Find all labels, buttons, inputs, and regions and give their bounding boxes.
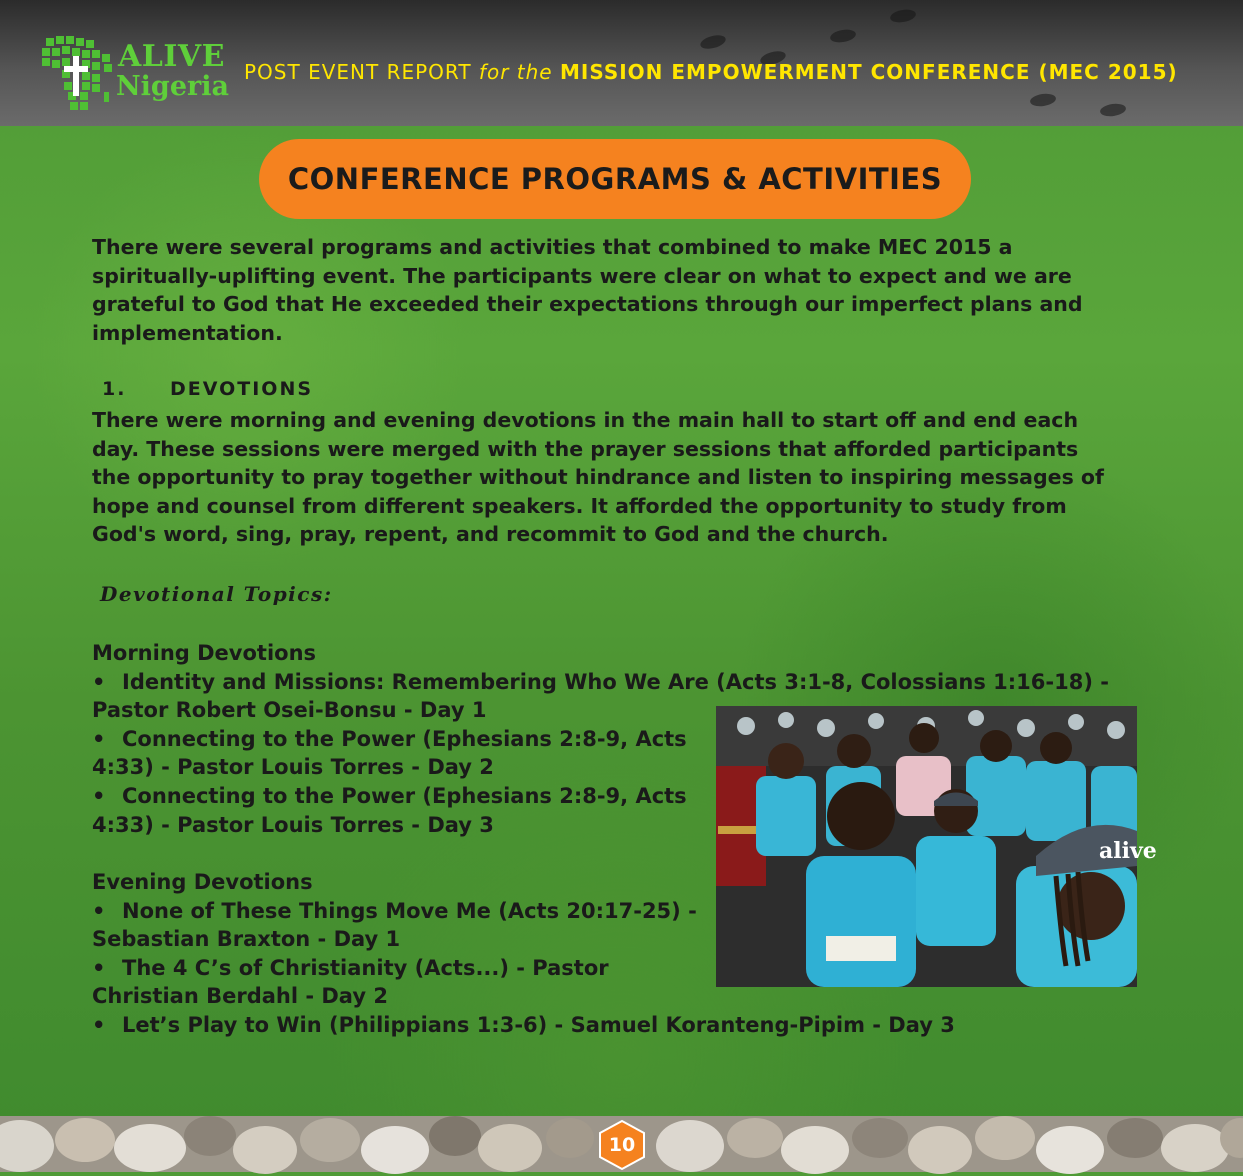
logo-nigeria-text: Nigeria <box>116 71 229 102</box>
devotions-line: God's word, sing, pray, repent, and recommit to God and the church. <box>92 522 889 547</box>
section-heading-devotions <box>92 378 313 400</box>
list-item-text: The 4 C’s of Christianity (Acts...) - Pastor <box>122 955 609 980</box>
footprint-decoration <box>1099 102 1126 118</box>
intro-line: grateful to God that He exceeded their expectations through our imperfect plans and <box>92 292 1083 317</box>
photo-illustration <box>716 706 1157 987</box>
list-item <box>92 1011 955 1040</box>
bullet-icon: • <box>92 898 106 923</box>
footprint-decoration <box>829 28 857 44</box>
section-banner <box>259 139 971 219</box>
bullet-icon: • <box>92 955 106 980</box>
page-number-badge <box>596 1119 648 1171</box>
logo-alive-text: ALIVE <box>118 39 226 74</box>
morning-devotions-heading: Morning Devotions <box>92 641 317 665</box>
photo-cap-text: alive <box>1099 838 1157 864</box>
devotions-line: hope and counsel from different speakers. It afforded the opportunity to study from <box>92 493 1067 518</box>
list-item-text: 4:33) - Pastor Louis Torres - Day 2 <box>92 755 494 780</box>
list-item-text: Identity and Missions: Remembering Who We Are (Acts 3:1-8, Colossians 1:16-18) - <box>122 669 1109 694</box>
list-item-text: 4:33) - Pastor Louis Torres - Day 3 <box>92 812 494 837</box>
list-item-text: Let’s Play to Win (Philippians 1:3-6) - Samuel Koranteng-Pipim - Day 3 <box>122 1012 955 1037</box>
footprint-decoration <box>699 33 727 51</box>
alive-nigeria-logo <box>40 34 230 118</box>
footprint-decoration <box>1029 92 1056 108</box>
report-title <box>244 60 1178 84</box>
devotions-line: the opportunity to pray together without hindrance and listen to inspiring messages of <box>92 465 1104 490</box>
page-number: 10 <box>608 1134 636 1156</box>
report-title-event: MISSION EMPOWERMENT CONFERENCE (MEC 2015) <box>559 60 1178 84</box>
page-header <box>0 0 1243 126</box>
devotions-line: day. These sessions were merged with the prayer sessions that afforded participants <box>92 436 1079 461</box>
intro-line: implementation. <box>92 320 283 345</box>
list-item-text: None of These Things Move Me (Acts 20:17-25) - <box>122 898 697 923</box>
footprint-decoration <box>889 8 917 24</box>
banner-title: CONFERENCE PROGRAMS & ACTIVITIES <box>287 162 943 196</box>
africa-map-icon <box>40 34 118 116</box>
report-title-prefix: POST EVENT REPORT <box>244 60 472 84</box>
list-item-text: Sebastian Braxton - Day 1 <box>92 927 401 952</box>
devotional-topics-heading: Devotional Topics: <box>100 582 333 606</box>
list-item-text: Pastor Robert Osei-Bonsu - Day 1 <box>92 698 487 723</box>
devotions-paragraph <box>92 406 1152 549</box>
bullet-icon: • <box>92 1012 106 1037</box>
intro-paragraph <box>92 233 1152 347</box>
bullet-icon: • <box>92 783 106 808</box>
report-title-for: for the <box>478 60 553 84</box>
bullet-icon: • <box>92 726 106 751</box>
list-item-text: Christian Berdahl - Day 2 <box>92 984 388 1009</box>
section-title: DEVOTIONS <box>170 378 314 400</box>
evening-devotions-heading: Evening Devotions <box>92 870 313 894</box>
bullet-icon: • <box>92 669 106 694</box>
conference-attendees-photo <box>716 706 1157 987</box>
list-item-text: Connecting to the Power (Ephesians 2:8-9, Acts <box>122 783 687 808</box>
list-item-text: Connecting to the Power (Ephesians 2:8-9, Acts <box>122 726 687 751</box>
intro-line: spiritually-uplifting event. The participants were clear on what to expect and we are <box>92 263 1072 288</box>
list-item <box>92 668 1109 697</box>
section-number: 1. <box>102 378 127 400</box>
devotions-line: There were morning and evening devotions in the main hall to start off and end each <box>92 408 1079 432</box>
intro-line: There were several programs and activities that combined to make MEC 2015 a <box>92 235 1013 259</box>
